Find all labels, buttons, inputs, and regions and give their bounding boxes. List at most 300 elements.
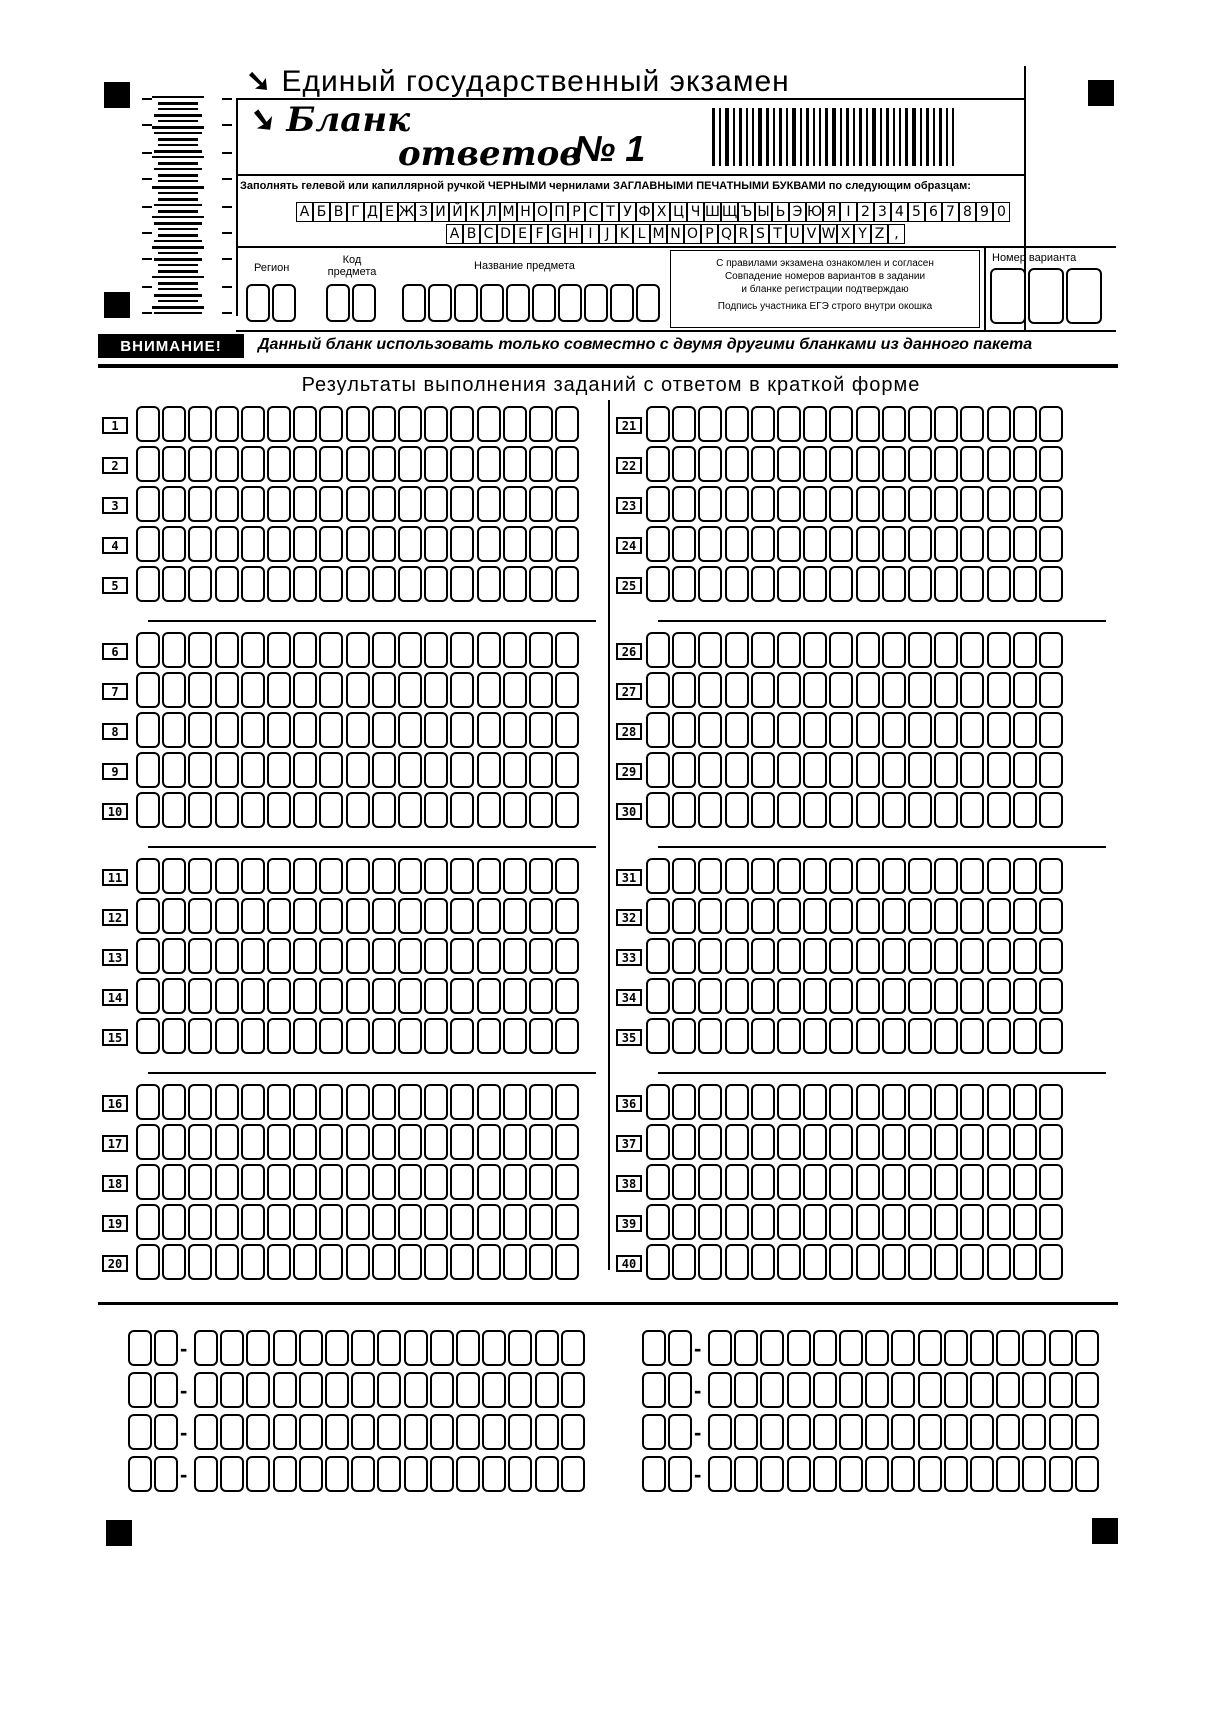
replacement-answer-cell[interactable] (787, 1330, 811, 1366)
answer-cell[interactable] (529, 938, 553, 974)
replacement-answer-cell[interactable] (508, 1456, 532, 1492)
answer-cell[interactable] (672, 752, 696, 788)
answer-cell[interactable] (646, 1204, 670, 1240)
answer-cell[interactable] (319, 858, 343, 894)
replacement-answer-cell[interactable] (944, 1456, 968, 1492)
answer-cell[interactable] (241, 672, 265, 708)
answer-cell[interactable] (503, 938, 527, 974)
answer-cell[interactable] (267, 858, 291, 894)
answer-cell[interactable] (162, 566, 186, 602)
answer-cell[interactable] (698, 1018, 722, 1054)
answer-cell[interactable] (856, 632, 880, 668)
answer-cell[interactable] (803, 406, 827, 442)
answer-cell[interactable] (424, 712, 448, 748)
answer-cell[interactable] (646, 858, 670, 894)
answer-cell[interactable] (1039, 672, 1063, 708)
answer-cell[interactable] (136, 1244, 160, 1280)
answer-cell[interactable] (777, 898, 801, 934)
answer-cell[interactable] (1013, 1018, 1037, 1054)
replacement-task-cell[interactable] (154, 1330, 178, 1366)
answer-cell[interactable] (477, 446, 501, 482)
answer-cell[interactable] (1013, 672, 1037, 708)
answer-cell[interactable] (882, 898, 906, 934)
answer-cell[interactable] (293, 752, 317, 788)
answer-cell[interactable] (241, 978, 265, 1014)
answer-cell[interactable] (987, 566, 1011, 602)
replacement-answer-cell[interactable] (1049, 1330, 1073, 1366)
answer-cell[interactable] (803, 712, 827, 748)
replacement-answer-cell[interactable] (561, 1330, 585, 1366)
answer-cell[interactable] (725, 526, 749, 562)
answer-cell[interactable] (267, 978, 291, 1014)
answer-cell[interactable] (698, 938, 722, 974)
answer-cell[interactable] (241, 1124, 265, 1160)
answer-cell[interactable] (803, 858, 827, 894)
answer-cell[interactable] (751, 1124, 775, 1160)
answer-cell[interactable] (529, 632, 553, 668)
answer-cell[interactable] (241, 446, 265, 482)
answer-cell[interactable] (1039, 526, 1063, 562)
answer-cell[interactable] (725, 752, 749, 788)
replacement-answer-cell[interactable] (194, 1372, 218, 1408)
answer-cell[interactable] (934, 1084, 958, 1120)
answer-cell[interactable] (215, 1204, 239, 1240)
subject-name-cell[interactable] (558, 284, 582, 322)
replacement-answer-cell[interactable] (535, 1414, 559, 1450)
subject-name-cell[interactable] (454, 284, 478, 322)
answer-cell[interactable] (882, 1084, 906, 1120)
answer-cell[interactable] (882, 1124, 906, 1160)
answer-cell[interactable] (346, 1164, 370, 1200)
answer-cell[interactable] (293, 526, 317, 562)
answer-cell[interactable] (882, 406, 906, 442)
answer-cell[interactable] (803, 1204, 827, 1240)
answer-cell[interactable] (698, 566, 722, 602)
answer-cell[interactable] (646, 1018, 670, 1054)
replacement-answer-cell[interactable] (996, 1372, 1020, 1408)
answer-cell[interactable] (751, 792, 775, 828)
answer-cell[interactable] (529, 712, 553, 748)
answer-cell[interactable] (136, 1084, 160, 1120)
answer-cell[interactable] (424, 938, 448, 974)
answer-cell[interactable] (529, 792, 553, 828)
replacement-answer-cell[interactable] (246, 1456, 270, 1492)
answer-cell[interactable] (529, 1084, 553, 1120)
answer-cell[interactable] (646, 978, 670, 1014)
answer-cell[interactable] (162, 752, 186, 788)
answer-cell[interactable] (777, 486, 801, 522)
answer-cell[interactable] (803, 632, 827, 668)
replacement-answer-cell[interactable] (246, 1414, 270, 1450)
answer-cell[interactable] (1039, 1204, 1063, 1240)
answer-cell[interactable] (646, 752, 670, 788)
answer-cell[interactable] (477, 898, 501, 934)
answer-cell[interactable] (215, 712, 239, 748)
answer-cell[interactable] (424, 486, 448, 522)
answer-cell[interactable] (698, 978, 722, 1014)
answer-cell[interactable] (908, 632, 932, 668)
answer-cell[interactable] (646, 898, 670, 934)
answer-cell[interactable] (856, 938, 880, 974)
answer-cell[interactable] (267, 1084, 291, 1120)
answer-cell[interactable] (856, 752, 880, 788)
answer-cell[interactable] (751, 672, 775, 708)
answer-cell[interactable] (908, 486, 932, 522)
answer-cell[interactable] (672, 672, 696, 708)
answer-cell[interactable] (908, 1244, 932, 1280)
answer-cell[interactable] (241, 566, 265, 602)
answer-cell[interactable] (293, 446, 317, 482)
answer-cell[interactable] (450, 752, 474, 788)
answer-cell[interactable] (398, 752, 422, 788)
answer-cell[interactable] (751, 1244, 775, 1280)
replacement-answer-cell[interactable] (813, 1372, 837, 1408)
answer-cell[interactable] (908, 1018, 932, 1054)
answer-cell[interactable] (267, 406, 291, 442)
region-cell[interactable] (272, 284, 296, 322)
replacement-answer-cell[interactable] (404, 1456, 428, 1492)
answer-cell[interactable] (136, 898, 160, 934)
replacement-answer-cell[interactable] (891, 1330, 915, 1366)
replacement-answer-cell[interactable] (246, 1330, 270, 1366)
replacement-answer-cell[interactable] (404, 1414, 428, 1450)
answer-cell[interactable] (346, 858, 370, 894)
answer-cell[interactable] (372, 526, 396, 562)
replacement-answer-cell[interactable] (996, 1330, 1020, 1366)
answer-cell[interactable] (319, 1084, 343, 1120)
answer-cell[interactable] (856, 526, 880, 562)
answer-cell[interactable] (829, 712, 853, 748)
answer-cell[interactable] (987, 672, 1011, 708)
answer-cell[interactable] (188, 938, 212, 974)
answer-cell[interactable] (398, 486, 422, 522)
answer-cell[interactable] (698, 446, 722, 482)
answer-cell[interactable] (450, 672, 474, 708)
answer-cell[interactable] (555, 938, 579, 974)
answer-cell[interactable] (424, 978, 448, 1014)
replacement-answer-cell[interactable] (325, 1372, 349, 1408)
answer-cell[interactable] (882, 1164, 906, 1200)
replacement-answer-cell[interactable] (561, 1372, 585, 1408)
replacement-answer-cell[interactable] (1075, 1372, 1099, 1408)
answer-cell[interactable] (162, 1244, 186, 1280)
answer-cell[interactable] (698, 486, 722, 522)
answer-cell[interactable] (267, 632, 291, 668)
replacement-answer-cell[interactable] (508, 1372, 532, 1408)
answer-cell[interactable] (319, 446, 343, 482)
replacement-answer-cell[interactable] (813, 1330, 837, 1366)
answer-cell[interactable] (555, 1124, 579, 1160)
replacement-answer-cell[interactable] (220, 1372, 244, 1408)
answer-cell[interactable] (398, 938, 422, 974)
answer-cell[interactable] (267, 712, 291, 748)
replacement-task-cell[interactable] (668, 1414, 692, 1450)
answer-cell[interactable] (987, 1124, 1011, 1160)
answer-cell[interactable] (555, 1084, 579, 1120)
replacement-answer-cell[interactable] (1022, 1330, 1046, 1366)
answer-cell[interactable] (725, 858, 749, 894)
replacement-task-cell[interactable] (154, 1372, 178, 1408)
answer-cell[interactable] (960, 672, 984, 708)
answer-cell[interactable] (477, 1244, 501, 1280)
answer-cell[interactable] (725, 978, 749, 1014)
answer-cell[interactable] (241, 1204, 265, 1240)
replacement-answer-cell[interactable] (299, 1330, 323, 1366)
answer-cell[interactable] (529, 406, 553, 442)
answer-cell[interactable] (398, 1164, 422, 1200)
answer-cell[interactable] (450, 526, 474, 562)
replacement-answer-cell[interactable] (1049, 1456, 1073, 1492)
answer-cell[interactable] (477, 1084, 501, 1120)
answer-cell[interactable] (346, 898, 370, 934)
replacement-answer-cell[interactable] (194, 1456, 218, 1492)
answer-cell[interactable] (241, 712, 265, 748)
answer-cell[interactable] (529, 566, 553, 602)
answer-cell[interactable] (503, 1124, 527, 1160)
answer-cell[interactable] (698, 672, 722, 708)
answer-cell[interactable] (698, 792, 722, 828)
answer-cell[interactable] (1013, 632, 1037, 668)
answer-cell[interactable] (1039, 898, 1063, 934)
answer-cell[interactable] (136, 1018, 160, 1054)
answer-cell[interactable] (162, 712, 186, 748)
replacement-answer-cell[interactable] (918, 1330, 942, 1366)
answer-cell[interactable] (319, 938, 343, 974)
replacement-answer-cell[interactable] (377, 1372, 401, 1408)
answer-cell[interactable] (346, 672, 370, 708)
replacement-answer-cell[interactable] (273, 1330, 297, 1366)
answer-cell[interactable] (725, 632, 749, 668)
answer-cell[interactable] (503, 1164, 527, 1200)
answer-cell[interactable] (646, 446, 670, 482)
subject-code-cell[interactable] (352, 284, 376, 322)
answer-cell[interactable] (188, 526, 212, 562)
answer-cell[interactable] (803, 1124, 827, 1160)
answer-cell[interactable] (424, 792, 448, 828)
answer-cell[interactable] (987, 1204, 1011, 1240)
answer-cell[interactable] (960, 1124, 984, 1160)
answer-cell[interactable] (698, 1084, 722, 1120)
answer-cell[interactable] (751, 898, 775, 934)
answer-cell[interactable] (188, 1018, 212, 1054)
answer-cell[interactable] (751, 978, 775, 1014)
answer-cell[interactable] (398, 1124, 422, 1160)
replacement-answer-cell[interactable] (996, 1456, 1020, 1492)
answer-cell[interactable] (450, 1124, 474, 1160)
answer-cell[interactable] (803, 792, 827, 828)
answer-cell[interactable] (450, 1084, 474, 1120)
answer-cell[interactable] (424, 632, 448, 668)
answer-cell[interactable] (450, 486, 474, 522)
answer-cell[interactable] (555, 792, 579, 828)
answer-cell[interactable] (934, 1164, 958, 1200)
answer-cell[interactable] (346, 526, 370, 562)
answer-cell[interactable] (372, 446, 396, 482)
answer-cell[interactable] (751, 752, 775, 788)
answer-cell[interactable] (856, 406, 880, 442)
answer-cell[interactable] (1039, 1244, 1063, 1280)
answer-cell[interactable] (856, 486, 880, 522)
answer-cell[interactable] (960, 1204, 984, 1240)
answer-cell[interactable] (646, 1124, 670, 1160)
replacement-answer-cell[interactable] (813, 1456, 837, 1492)
answer-cell[interactable] (856, 446, 880, 482)
replacement-answer-cell[interactable] (1022, 1456, 1046, 1492)
answer-cell[interactable] (698, 1244, 722, 1280)
answer-cell[interactable] (725, 486, 749, 522)
replacement-task-cell[interactable] (642, 1372, 666, 1408)
answer-cell[interactable] (751, 858, 775, 894)
answer-cell[interactable] (162, 1164, 186, 1200)
answer-cell[interactable] (346, 566, 370, 602)
answer-cell[interactable] (503, 792, 527, 828)
answer-cell[interactable] (215, 672, 239, 708)
answer-cell[interactable] (162, 526, 186, 562)
answer-cell[interactable] (960, 1244, 984, 1280)
answer-cell[interactable] (529, 526, 553, 562)
answer-cell[interactable] (908, 672, 932, 708)
replacement-answer-cell[interactable] (430, 1456, 454, 1492)
answer-cell[interactable] (267, 1204, 291, 1240)
answer-cell[interactable] (960, 566, 984, 602)
answer-cell[interactable] (555, 1204, 579, 1240)
answer-cell[interactable] (1013, 1244, 1037, 1280)
answer-cell[interactable] (372, 566, 396, 602)
answer-cell[interactable] (1013, 792, 1037, 828)
answer-cell[interactable] (698, 406, 722, 442)
replacement-answer-cell[interactable] (482, 1372, 506, 1408)
replacement-answer-cell[interactable] (1075, 1456, 1099, 1492)
answer-cell[interactable] (856, 1124, 880, 1160)
replacement-answer-cell[interactable] (891, 1372, 915, 1408)
answer-cell[interactable] (241, 1164, 265, 1200)
answer-cell[interactable] (241, 752, 265, 788)
answer-cell[interactable] (1013, 858, 1037, 894)
answer-cell[interactable] (555, 446, 579, 482)
answer-cell[interactable] (882, 526, 906, 562)
answer-cell[interactable] (398, 526, 422, 562)
replacement-answer-cell[interactable] (246, 1372, 270, 1408)
answer-cell[interactable] (450, 898, 474, 934)
answer-cell[interactable] (162, 1204, 186, 1240)
answer-cell[interactable] (829, 858, 853, 894)
answer-cell[interactable] (934, 1204, 958, 1240)
replacement-answer-cell[interactable] (970, 1372, 994, 1408)
answer-cell[interactable] (241, 486, 265, 522)
answer-cell[interactable] (856, 978, 880, 1014)
answer-cell[interactable] (555, 898, 579, 934)
answer-cell[interactable] (162, 632, 186, 668)
answer-cell[interactable] (555, 1244, 579, 1280)
answer-cell[interactable] (1039, 632, 1063, 668)
answer-cell[interactable] (646, 672, 670, 708)
answer-cell[interactable] (856, 1204, 880, 1240)
answer-cell[interactable] (829, 938, 853, 974)
answer-cell[interactable] (477, 406, 501, 442)
answer-cell[interactable] (829, 1084, 853, 1120)
replacement-answer-cell[interactable] (351, 1372, 375, 1408)
answer-cell[interactable] (960, 1084, 984, 1120)
answer-cell[interactable] (856, 672, 880, 708)
answer-cell[interactable] (672, 1244, 696, 1280)
replacement-answer-cell[interactable] (220, 1456, 244, 1492)
answer-cell[interactable] (162, 446, 186, 482)
replacement-answer-cell[interactable] (351, 1456, 375, 1492)
subject-name-cell[interactable] (480, 284, 504, 322)
replacement-answer-cell[interactable] (787, 1456, 811, 1492)
replacement-answer-cell[interactable] (404, 1372, 428, 1408)
replacement-answer-cell[interactable] (944, 1372, 968, 1408)
answer-cell[interactable] (555, 566, 579, 602)
answer-cell[interactable] (372, 712, 396, 748)
replacement-task-cell[interactable] (668, 1456, 692, 1492)
answer-cell[interactable] (1039, 406, 1063, 442)
answer-cell[interactable] (372, 938, 396, 974)
answer-cell[interactable] (162, 898, 186, 934)
replacement-answer-cell[interactable] (918, 1414, 942, 1450)
answer-cell[interactable] (725, 938, 749, 974)
answer-cell[interactable] (162, 978, 186, 1014)
answer-cell[interactable] (803, 526, 827, 562)
answer-cell[interactable] (934, 1124, 958, 1160)
answer-cell[interactable] (672, 938, 696, 974)
replacement-answer-cell[interactable] (508, 1414, 532, 1450)
answer-cell[interactable] (241, 1084, 265, 1120)
answer-cell[interactable] (372, 486, 396, 522)
answer-cell[interactable] (346, 978, 370, 1014)
answer-cell[interactable] (424, 752, 448, 788)
answer-cell[interactable] (188, 1204, 212, 1240)
answer-cell[interactable] (672, 566, 696, 602)
answer-cell[interactable] (725, 446, 749, 482)
answer-cell[interactable] (319, 752, 343, 788)
answer-cell[interactable] (908, 406, 932, 442)
answer-cell[interactable] (829, 1018, 853, 1054)
answer-cell[interactable] (424, 1018, 448, 1054)
answer-cell[interactable] (856, 1018, 880, 1054)
answer-cell[interactable] (672, 1164, 696, 1200)
answer-cell[interactable] (777, 446, 801, 482)
answer-cell[interactable] (267, 792, 291, 828)
answer-cell[interactable] (1013, 1084, 1037, 1120)
answer-cell[interactable] (1013, 978, 1037, 1014)
answer-cell[interactable] (751, 632, 775, 668)
replacement-answer-cell[interactable] (734, 1414, 758, 1450)
answer-cell[interactable] (293, 858, 317, 894)
answer-cell[interactable] (241, 858, 265, 894)
answer-cell[interactable] (188, 566, 212, 602)
answer-cell[interactable] (450, 1204, 474, 1240)
answer-cell[interactable] (751, 1018, 775, 1054)
answer-cell[interactable] (136, 486, 160, 522)
answer-cell[interactable] (319, 632, 343, 668)
answer-cell[interactable] (934, 446, 958, 482)
answer-cell[interactable] (829, 898, 853, 934)
answer-cell[interactable] (398, 712, 422, 748)
replacement-answer-cell[interactable] (377, 1414, 401, 1450)
answer-cell[interactable] (188, 1244, 212, 1280)
answer-cell[interactable] (450, 1244, 474, 1280)
answer-cell[interactable] (934, 1018, 958, 1054)
answer-cell[interactable] (555, 858, 579, 894)
answer-cell[interactable] (372, 406, 396, 442)
answer-cell[interactable] (829, 632, 853, 668)
answer-cell[interactable] (267, 1018, 291, 1054)
replacement-answer-cell[interactable] (734, 1456, 758, 1492)
answer-cell[interactable] (293, 1244, 317, 1280)
replacement-answer-cell[interactable] (813, 1414, 837, 1450)
answer-cell[interactable] (934, 752, 958, 788)
